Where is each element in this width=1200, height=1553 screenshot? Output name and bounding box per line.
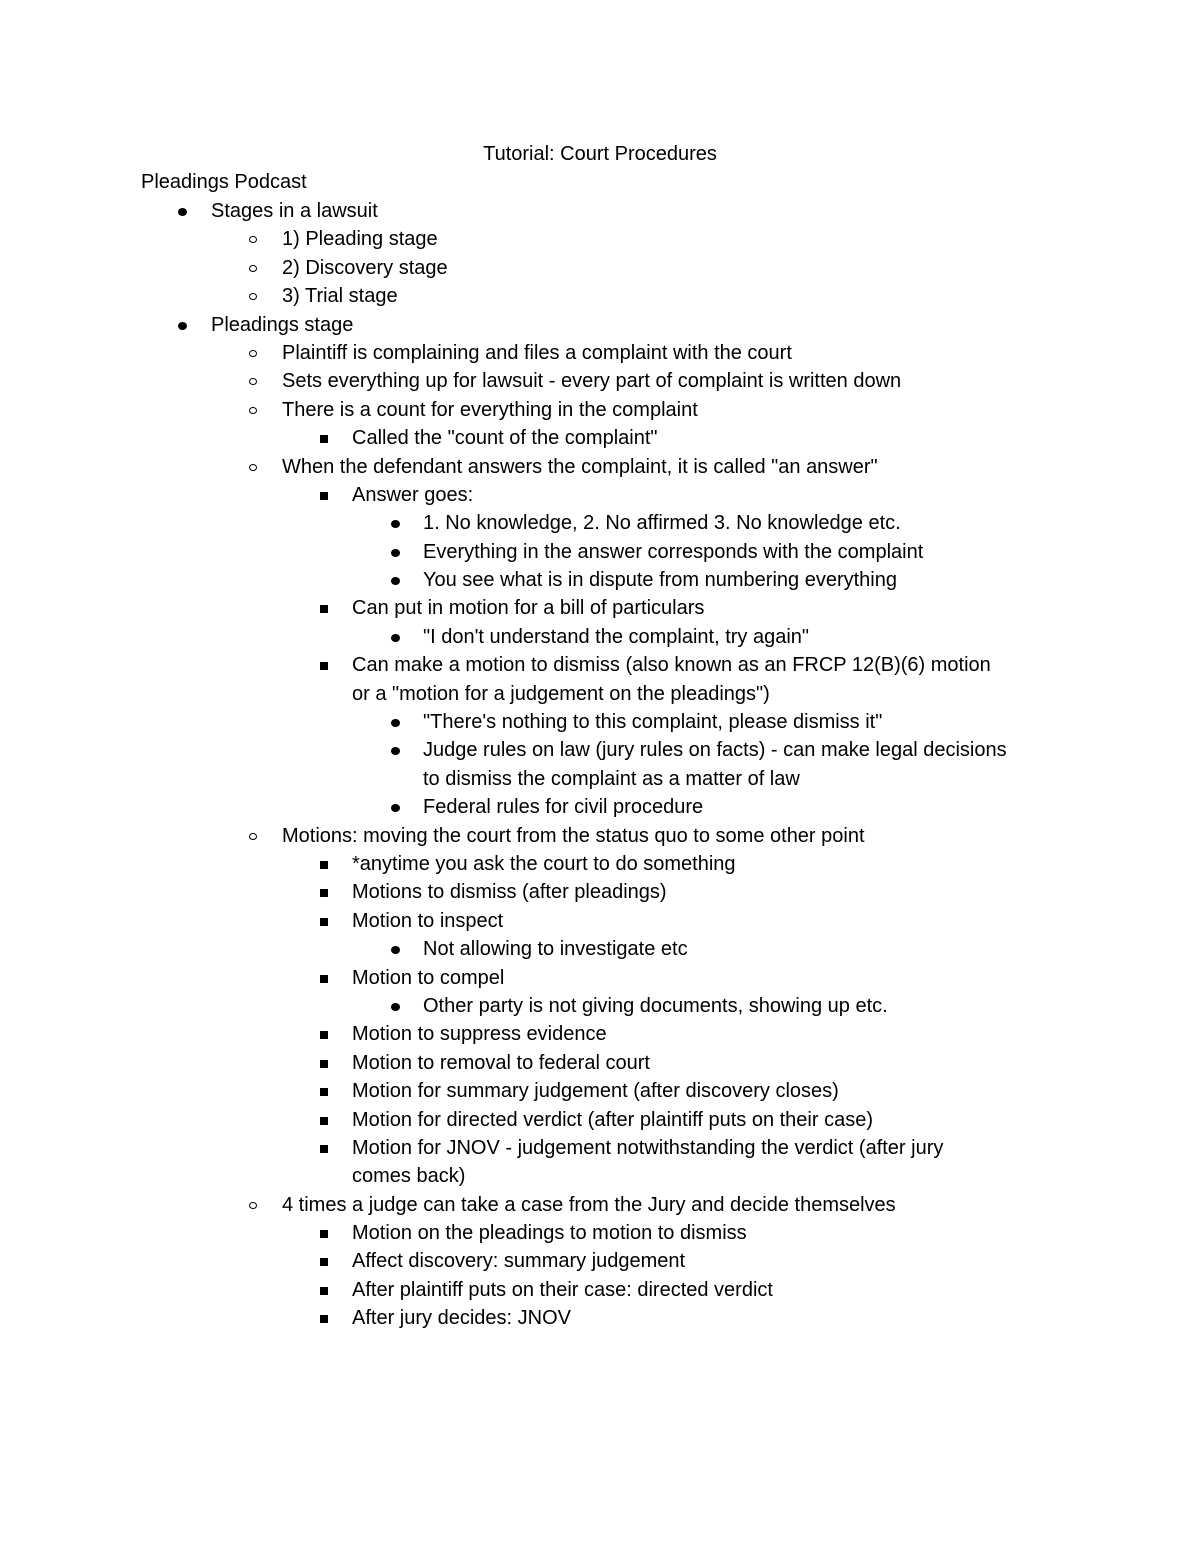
filled-square-bullet-icon [320,1230,328,1238]
list-item-text: Can put in motion for a bill of particulars [352,597,705,620]
list-item [0,481,1200,509]
list-item [0,822,1200,850]
list-item-text: When the defendant answers the complaint, it is called "an answer" [282,455,878,478]
list-item [0,282,1200,310]
list-item [0,1276,1200,1304]
list-item-continuation [0,765,1200,793]
filled-circle-bullet-icon [391,719,400,727]
filled-square-bullet-icon [320,1117,328,1125]
list-item-text: 1) Pleading stage [282,228,438,251]
list-item [0,424,1200,452]
filled-square-bullet-icon [320,435,328,443]
list-item [0,453,1200,481]
list-item-text: Motion for directed verdict (after plaintiff puts on their case) [352,1108,873,1131]
list-item [0,1106,1200,1134]
filled-circle-bullet-icon [391,1003,400,1011]
list-item [0,509,1200,537]
list-item [0,339,1200,367]
filled-square-bullet-icon [320,861,328,869]
filled-square-bullet-icon [320,492,328,500]
list-item-text: 2) Discovery stage [282,256,448,279]
list-item-text: "There's nothing to this complaint, please dismiss it" [423,711,883,734]
list-item-text: Called the "count of the complaint" [352,427,658,450]
list-item-text: After jury decides: JNOV [352,1307,571,1330]
list-item-text: Motion for summary judgement (after discovery closes) [352,1080,839,1103]
hollow-circle-bullet-icon [249,293,257,300]
list-item [0,1191,1200,1219]
list-item-text: Motion to inspect [352,909,504,932]
list-item-text: Affect discovery: summary judgement [352,1250,686,1273]
list-item-continuation [0,680,1200,708]
filled-square-bullet-icon [320,1145,328,1153]
hollow-circle-bullet-icon [249,464,257,471]
list-item [0,992,1200,1020]
list-item-text: Can make a motion to dismiss (also known as an FRCP 12(B)(6) motion [352,654,991,677]
list-item [0,793,1200,821]
list-item [0,1219,1200,1247]
list-item [0,1049,1200,1077]
list-item-text: Judge rules on law (jury rules on facts) - can make legal decisions [423,739,1007,762]
list-item [0,907,1200,935]
filled-circle-bullet-icon [391,804,400,812]
list-item-text: Not allowing to investigate etc [423,938,688,961]
filled-square-bullet-icon [320,662,328,670]
list-item-text: There is a count for everything in the complaint [282,398,698,421]
filled-square-bullet-icon [320,1258,328,1266]
document-title: Tutorial: Court Procedures [483,143,717,165]
list-item-text: to dismiss the complaint as a matter of law [423,767,800,790]
filled-circle-bullet-icon [391,634,400,642]
list-item-text: comes back) [352,1165,466,1188]
filled-square-bullet-icon [320,1088,328,1096]
list-item [0,594,1200,622]
list-item [0,367,1200,395]
list-item [0,850,1200,878]
filled-square-bullet-icon [320,1315,328,1323]
filled-square-bullet-icon [320,975,328,983]
filled-circle-bullet-icon [178,208,187,216]
filled-square-bullet-icon [320,889,328,897]
hollow-circle-bullet-icon [249,378,257,385]
filled-circle-bullet-icon [391,549,400,557]
filled-square-bullet-icon [320,1287,328,1295]
list-item-text: *anytime you ask the court to do something [352,852,736,875]
section-heading: Pleadings Podcast [141,171,307,193]
filled-circle-bullet-icon [178,322,187,330]
list-item-text: Everything in the answer corresponds with the complaint [423,540,924,563]
list-item-text: 4 times a judge can take a case from the Jury and decide themselves [282,1193,896,1216]
list-item [0,197,1200,225]
filled-circle-bullet-icon [391,946,400,954]
list-item-text: Motions: moving the court from the status quo to some other point [282,824,865,847]
list-item-text: Motion to compel [352,966,505,989]
list-item [0,623,1200,651]
list-item-text: Motion on the pleadings to motion to dismiss [352,1222,747,1245]
list-item-text: Motions to dismiss (after pleadings) [352,881,667,904]
list-item-text: Sets everything up for lawsuit - every part of complaint is written down [282,370,902,393]
list-item [0,736,1200,764]
hollow-circle-bullet-icon [249,265,257,272]
bullet-outline [0,197,1200,1333]
list-item [0,964,1200,992]
list-item-text: Federal rules for civil procedure [423,796,704,819]
list-item-continuation [0,1162,1200,1190]
list-item-text: "I don't understand the complaint, try again" [423,625,810,648]
list-item-text: Answer goes: [352,483,474,506]
hollow-circle-bullet-icon [249,833,257,840]
list-item [0,1020,1200,1048]
hollow-circle-bullet-icon [249,350,257,357]
list-item [0,311,1200,339]
list-item-text: After plaintiff puts on their case: directed verdict [352,1278,773,1301]
list-item-text: 3) Trial stage [282,285,398,308]
filled-square-bullet-icon [320,1060,328,1068]
list-item-text: Motion to suppress evidence [352,1023,607,1046]
list-item [0,1304,1200,1332]
list-item-text: Stages in a lawsuit [211,200,378,222]
list-item-text: or a "motion for a judgement on the pleadings") [352,682,770,705]
list-item-text: 1. No knowledge, 2. No affirmed 3. No knowledge etc. [423,512,901,535]
filled-square-bullet-icon [320,1031,328,1039]
list-item-text: You see what is in dispute from numbering everything [423,569,897,592]
list-item [0,538,1200,566]
list-item [0,566,1200,594]
list-item [0,878,1200,906]
list-item [0,1134,1200,1162]
list-item-text: Motion for JNOV - judgement notwithstanding the verdict (after jury [352,1136,944,1159]
list-item [0,708,1200,736]
hollow-circle-bullet-icon [249,236,257,243]
filled-square-bullet-icon [320,918,328,926]
list-item-text: Motion to removal to federal court [352,1051,650,1074]
list-item [0,396,1200,424]
list-item-text: Other party is not giving documents, showing up etc. [423,994,888,1017]
hollow-circle-bullet-icon [249,1202,257,1209]
list-item-text: Pleadings stage [211,313,354,336]
filled-circle-bullet-icon [391,747,400,755]
list-item [0,1247,1200,1275]
list-item-text: Plaintiff is complaining and files a complaint with the court [282,341,792,364]
filled-circle-bullet-icon [391,520,400,528]
list-item [0,935,1200,963]
list-item [0,651,1200,679]
list-item [0,1077,1200,1105]
list-item [0,225,1200,253]
hollow-circle-bullet-icon [249,407,257,414]
filled-circle-bullet-icon [391,577,400,585]
list-item [0,254,1200,282]
filled-square-bullet-icon [320,605,328,613]
